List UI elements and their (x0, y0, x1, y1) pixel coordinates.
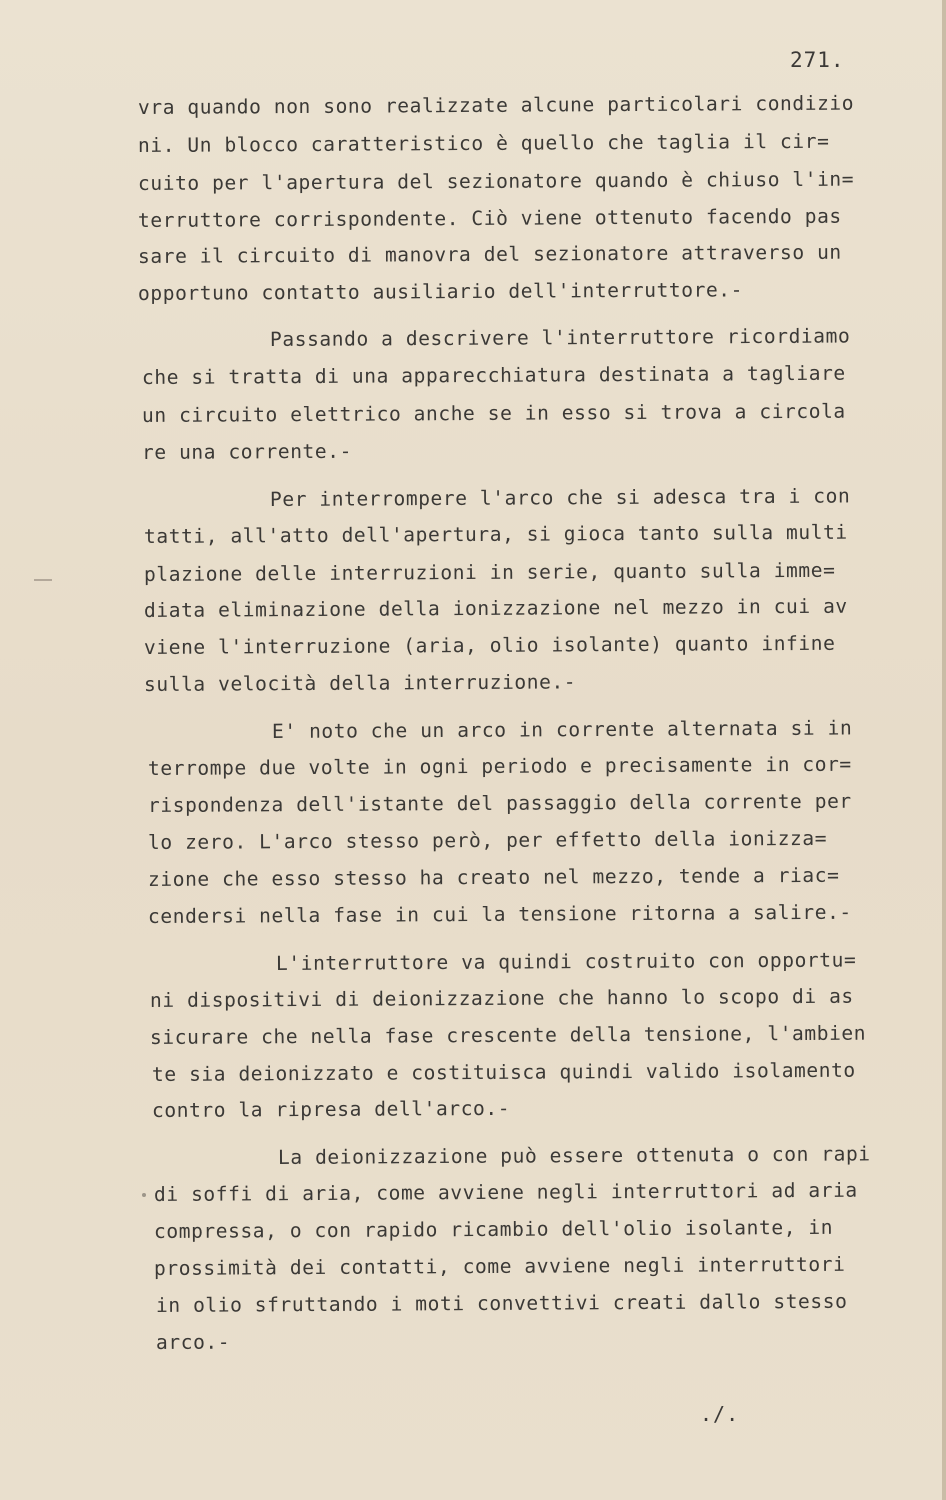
text-line: ni. Un blocco caratteristico è quello che taglia il cir= (137, 129, 830, 157)
page-edge (942, 0, 946, 1500)
text-line: Per interrompere l'arco che si adesca tra i con (269, 484, 851, 511)
text-line: Passando a descrivere l'interruttore ricordiamo (269, 324, 851, 351)
text-line: un circuito elettrico anche se in esso si trova a circola (141, 399, 846, 427)
text-line: L'interruttore va quindi costruito con opportu= (275, 948, 857, 975)
text-line: lo zero. L'arco stesso però, per effetto della ionizza= (147, 826, 828, 854)
text-line: sulla velocità della interruzione.- (143, 670, 577, 696)
text-line: che si tratta di una apparecchiatura destinata a tagliare (141, 361, 846, 389)
text-line: E' noto che un arco in corrente alternata si in (271, 716, 853, 743)
text-line: vra quando non sono realizzate alcune particolari condizio (137, 91, 855, 119)
text-line: zione che esso stesso ha creato nel mezzo, tende a riac= (147, 863, 840, 891)
text-line: in olio sfruttando i moti convettivi creati dallo stesso (155, 1289, 848, 1317)
text-line: rispondenza dell'istante del passaggio della corrente per (147, 789, 852, 817)
text-line: sicurare che nella fase crescente della tensione, l'ambien (149, 1021, 867, 1049)
text-line: opportuno contatto ausiliario dell'interruttore.- (137, 278, 744, 305)
text-line: prossimità dei contatti, come avviene negli interruttori (153, 1252, 846, 1280)
text-line: La deionizzazione può essere ottenuta o con rapi (277, 1142, 871, 1169)
text-line: compressa, o con rapido ricambio dell'olio isolante, in (153, 1215, 834, 1243)
text-line: diata eliminazione della ionizzazione nel mezzo in cui av (143, 594, 848, 622)
continuation-mark: ./. (700, 1402, 740, 1426)
text-line: cuito per l'apertura del sezionatore quando è chiuso l'in= (137, 167, 855, 195)
text-line: tatti, all'atto dell'apertura, si gioca tanto sulla multi (143, 520, 848, 548)
page-number: 271. (790, 48, 845, 72)
text-line: cendersi nella fase in cui la tensione ritorna a salire.- (147, 900, 852, 928)
margin-mark (34, 579, 52, 581)
text-line: ni dispositivi di deionizzazione che hanno lo scopo di as (149, 984, 854, 1012)
text-line: sare il circuito di manovra del sezionatore attraverso un (137, 240, 842, 268)
text-line: te sia deionizzato e costituisca quindi valido isolamento (151, 1058, 856, 1086)
text-line: contro la ripresa dell'arco.- (151, 1096, 511, 1122)
text-line: re una corrente.- (141, 439, 352, 464)
text-line: viene l'interruzione (aria, olio isolante) quanto infine (143, 631, 836, 659)
text-line: arco.- (155, 1330, 231, 1354)
text-line: terruttore corrispondente. Ciò viene ottenuto facendo pas (137, 204, 842, 232)
text-line: plazione delle interruzioni in serie, quanto sulla imme= (143, 558, 836, 586)
text-line: di soffi di aria, come avviene negli interruttori ad aria (153, 1178, 858, 1206)
text-line: terrompe due volte in ogni periodo e precisamente in cor= (147, 752, 852, 780)
margin-dot (142, 1193, 146, 1197)
